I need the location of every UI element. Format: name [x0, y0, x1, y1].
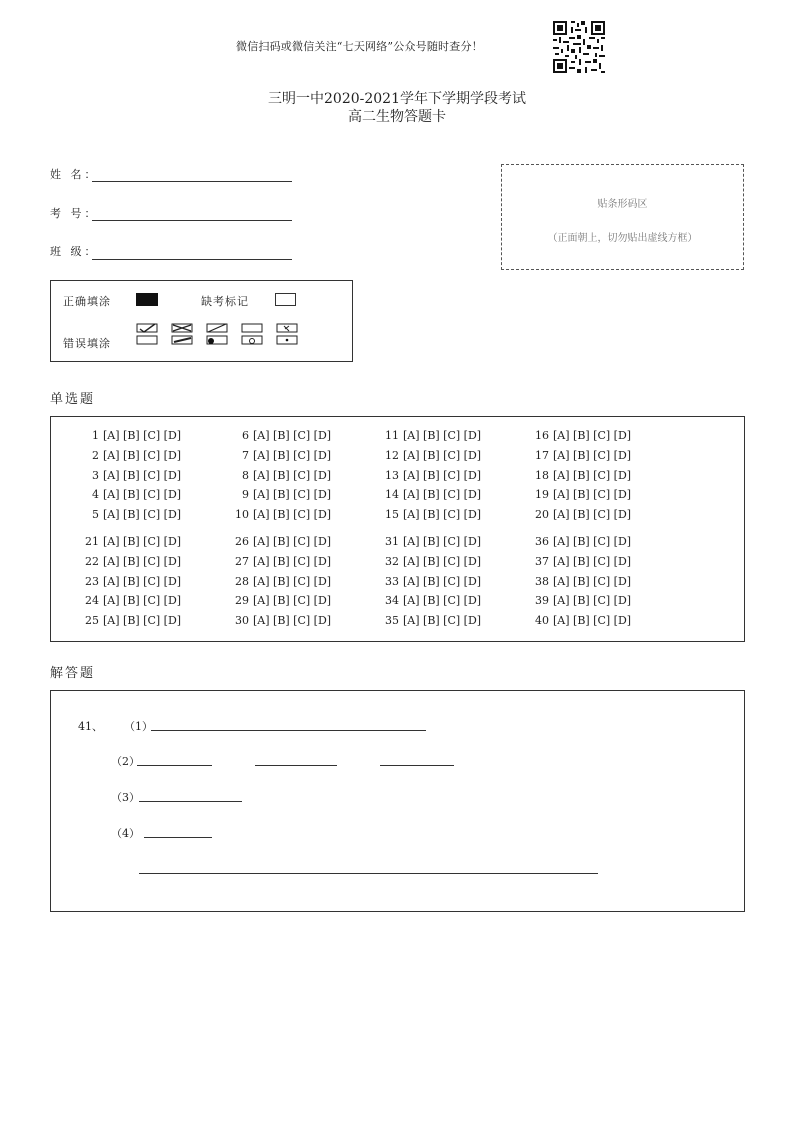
mc-question-number: 1 — [92, 429, 99, 442]
class-field[interactable] — [92, 259, 292, 260]
mc-options[interactable]: [A] [B] [C] [D] — [253, 449, 332, 462]
mc-question-number: 20 — [535, 508, 549, 521]
mc-options[interactable]: [A] [B] [C] [D] — [253, 614, 332, 627]
mc-question-38[interactable] — [533, 575, 631, 588]
mc-question-number: 6 — [242, 429, 249, 442]
mc-question-11[interactable] — [383, 429, 481, 442]
part-4-answer-line-1[interactable] — [144, 837, 212, 838]
wrong-slash-icon — [206, 323, 228, 345]
mc-question-number: 10 — [235, 508, 249, 521]
mc-options[interactable]: [A] [B] [C] [D] — [553, 535, 632, 548]
mc-question-number: 37 — [535, 555, 549, 568]
mc-options[interactable]: [A] [B] [C] [D] — [403, 449, 482, 462]
wrong-cross-icon — [171, 323, 193, 345]
mc-question-number: 36 — [535, 535, 549, 548]
wrong-checkmark-icon — [136, 323, 158, 345]
mc-question-number: 32 — [385, 555, 399, 568]
mc-question-number: 26 — [235, 535, 249, 548]
fill-legend — [50, 280, 353, 362]
mc-question-18[interactable] — [533, 469, 631, 482]
class-label: 班 级： — [50, 245, 99, 258]
answer-area — [50, 690, 745, 912]
mc-question-number: 17 — [535, 449, 549, 462]
mc-question-number: 21 — [85, 535, 99, 548]
mc-question-5[interactable] — [83, 508, 181, 521]
mc-question-34[interactable] — [383, 594, 481, 607]
mc-question-36[interactable] — [533, 535, 631, 548]
mc-options[interactable]: [A] [B] [C] [D] — [253, 488, 332, 501]
wrong-fill-label: 错误填涂 — [63, 337, 111, 350]
mc-question-number: 23 — [85, 575, 99, 588]
qr-code-icon — [553, 21, 605, 73]
mc-question-40[interactable] — [533, 614, 631, 627]
exam-number-field[interactable] — [92, 220, 292, 221]
mc-options[interactable]: [A] [B] [C] [D] — [253, 535, 332, 548]
mc-options[interactable]: [A] [B] [C] [D] — [103, 508, 182, 521]
exam-number-label: 考 号： — [50, 207, 99, 220]
mc-answer-grid — [50, 416, 745, 642]
mc-question-number: 22 — [85, 555, 99, 568]
mc-question-number: 39 — [535, 594, 549, 607]
mc-options[interactable]: [A] [B] [C] [D] — [403, 429, 482, 442]
mc-question-number: 18 — [535, 469, 549, 482]
mc-question-31[interactable] — [383, 535, 481, 548]
mc-question-number: 19 — [535, 488, 549, 501]
mc-options[interactable]: [A] [B] [C] [D] — [403, 488, 482, 501]
mc-question-32[interactable] — [383, 555, 481, 568]
mc-question-26[interactable] — [233, 535, 331, 548]
mc-options[interactable]: [A] [B] [C] [D] — [403, 535, 482, 548]
mc-question-number: 31 — [385, 535, 399, 548]
mc-options[interactable]: [A] [B] [C] [D] — [553, 594, 632, 607]
mc-question-number: 38 — [535, 575, 549, 588]
mc-options[interactable]: [A] [B] [C] [D] — [553, 614, 632, 627]
score-notice: 微信扫码或微信关注“七天网络”公众号随时查分！ — [236, 40, 483, 53]
mc-question-16[interactable] — [533, 429, 631, 442]
name-label: 姓 名： — [50, 168, 99, 181]
part-1-label: （1） — [124, 720, 153, 733]
part-2-answer-line-1[interactable] — [137, 765, 212, 766]
mc-question-number: 34 — [385, 594, 399, 607]
mc-question-14[interactable] — [383, 488, 481, 501]
mc-question-number: 7 — [242, 449, 249, 462]
part-1-answer-line[interactable] — [151, 730, 426, 731]
mc-options[interactable]: [A] [B] [C] [D] — [103, 575, 182, 588]
barcode-title: 贴条形码区 — [597, 199, 648, 210]
mc-options[interactable]: [A] [B] [C] [D] — [103, 594, 182, 607]
absent-mark-box[interactable] — [275, 293, 296, 306]
mc-question-20[interactable] — [533, 508, 631, 521]
part-4-answer-line-2[interactable] — [139, 873, 598, 874]
mc-options[interactable]: [A] [B] [C] [D] — [403, 469, 482, 482]
question-41-number: 41、 — [78, 720, 103, 733]
mc-options[interactable]: [A] [B] [C] [D] — [103, 429, 182, 442]
absent-mark-label: 缺考标记 — [201, 295, 249, 308]
mc-options[interactable]: [A] [B] [C] [D] — [553, 449, 632, 462]
mc-question-4[interactable] — [83, 488, 181, 501]
mc-question-21[interactable] — [83, 535, 181, 548]
mc-options[interactable]: [A] [B] [C] [D] — [253, 429, 332, 442]
correct-fill-sample — [136, 293, 158, 306]
mc-question-35[interactable] — [383, 614, 481, 627]
mc-question-17[interactable] — [533, 449, 631, 462]
mc-options[interactable]: [A] [B] [C] [D] — [103, 555, 182, 568]
mc-options[interactable]: [A] [B] [C] [D] — [253, 594, 332, 607]
mc-question-24[interactable] — [83, 594, 181, 607]
mc-question-27[interactable] — [233, 555, 331, 568]
mc-options[interactable]: [A] [B] [C] [D] — [553, 508, 632, 521]
mc-question-6[interactable] — [233, 429, 331, 442]
mc-options[interactable]: [A] [B] [C] [D] — [403, 575, 482, 588]
mc-question-25[interactable] — [83, 614, 181, 627]
mc-question-number: 14 — [385, 488, 399, 501]
mc-question-28[interactable] — [233, 575, 331, 588]
mc-question-3[interactable] — [83, 469, 181, 482]
mc-question-number: 16 — [535, 429, 549, 442]
part-2-answer-line-3[interactable] — [380, 765, 454, 766]
part-3-answer-line[interactable] — [139, 801, 242, 802]
mc-question-number: 28 — [235, 575, 249, 588]
mc-question-13[interactable] — [383, 469, 481, 482]
mc-question-33[interactable] — [383, 575, 481, 588]
mc-options[interactable]: [A] [B] [C] [D] — [103, 614, 182, 627]
mc-options[interactable]: [A] [B] [C] [D] — [103, 469, 182, 482]
mc-options[interactable]: [A] [B] [C] [D] — [253, 469, 332, 482]
mc-question-19[interactable] — [533, 488, 631, 501]
mc-question-number: 5 — [92, 508, 99, 521]
mc-options[interactable]: [A] [B] [C] [D] — [403, 508, 482, 521]
mc-question-number: 4 — [92, 488, 99, 501]
mc-options[interactable]: [A] [B] [C] [D] — [253, 575, 332, 588]
mc-question-39[interactable] — [533, 594, 631, 607]
mc-question-number: 15 — [385, 508, 399, 521]
mc-question-7[interactable] — [233, 449, 331, 462]
mc-question-number: 35 — [385, 614, 399, 627]
mc-question-8[interactable] — [233, 469, 331, 482]
part-2-answer-line-2[interactable] — [255, 765, 337, 766]
mc-question-12[interactable] — [383, 449, 481, 462]
mc-question-number: 2 — [92, 449, 99, 462]
mc-question-number: 40 — [535, 614, 549, 627]
mc-question-2[interactable] — [83, 449, 181, 462]
mc-options[interactable]: [A] [B] [C] [D] — [253, 508, 332, 521]
mc-options[interactable]: [A] [B] [C] [D] — [403, 555, 482, 568]
mc-options[interactable]: [A] [B] [C] [D] — [253, 555, 332, 568]
part-2-label: （2） — [111, 755, 140, 768]
mc-question-number: 13 — [385, 469, 399, 482]
mc-question-number: 9 — [242, 488, 249, 501]
barcode-note: （正面朝上，切勿贴出虚线方框） — [547, 233, 698, 244]
mc-options[interactable]: [A] [B] [C] [D] — [403, 614, 482, 627]
mc-question-number: 27 — [235, 555, 249, 568]
mc-question-22[interactable] — [83, 555, 181, 568]
barcode-area — [501, 164, 744, 270]
wrong-circle-icon — [241, 323, 263, 345]
mc-options[interactable]: [A] [B] [C] [D] — [103, 488, 182, 501]
exam-title: 三明一中2020-2021学年下学期学段考试 — [268, 91, 526, 107]
mc-options[interactable]: [A] [B] [C] [D] — [103, 449, 182, 462]
part-4-label: （4） — [111, 827, 140, 840]
mc-question-number: 29 — [235, 594, 249, 607]
correct-fill-label: 正确填涂 — [63, 295, 111, 308]
mc-question-number: 33 — [385, 575, 399, 588]
mc-question-number: 3 — [92, 469, 99, 482]
mc-options[interactable]: [A] [B] [C] [D] — [403, 594, 482, 607]
mc-section-title: 单选题 — [50, 392, 96, 407]
answer-section-title: 解答题 — [50, 666, 96, 681]
mc-options[interactable]: [A] [B] [C] [D] — [553, 469, 632, 482]
mc-options[interactable]: [A] [B] [C] [D] — [553, 555, 632, 568]
mc-question-10[interactable] — [233, 508, 331, 521]
mc-options[interactable]: [A] [B] [C] [D] — [553, 488, 632, 501]
mc-question-number: 25 — [85, 614, 99, 627]
mc-question-number: 12 — [385, 449, 399, 462]
mc-options[interactable]: [A] [B] [C] [D] — [103, 535, 182, 548]
mc-question-15[interactable] — [383, 508, 481, 521]
mc-question-number: 24 — [85, 594, 99, 607]
mc-question-23[interactable] — [83, 575, 181, 588]
mc-question-30[interactable] — [233, 614, 331, 627]
mc-question-number: 8 — [242, 469, 249, 482]
mc-question-number: 11 — [385, 429, 399, 442]
mc-question-29[interactable] — [233, 594, 331, 607]
card-subtitle: 高二生物答题卡 — [348, 109, 446, 125]
mc-options[interactable]: [A] [B] [C] [D] — [553, 429, 632, 442]
wrong-dot-icon — [276, 323, 298, 345]
name-field[interactable] — [92, 181, 292, 182]
mc-question-number: 30 — [235, 614, 249, 627]
mc-question-9[interactable] — [233, 488, 331, 501]
mc-question-37[interactable] — [533, 555, 631, 568]
mc-question-1[interactable] — [83, 429, 181, 442]
mc-options[interactable]: [A] [B] [C] [D] — [553, 575, 632, 588]
part-3-label: （3） — [111, 791, 140, 804]
